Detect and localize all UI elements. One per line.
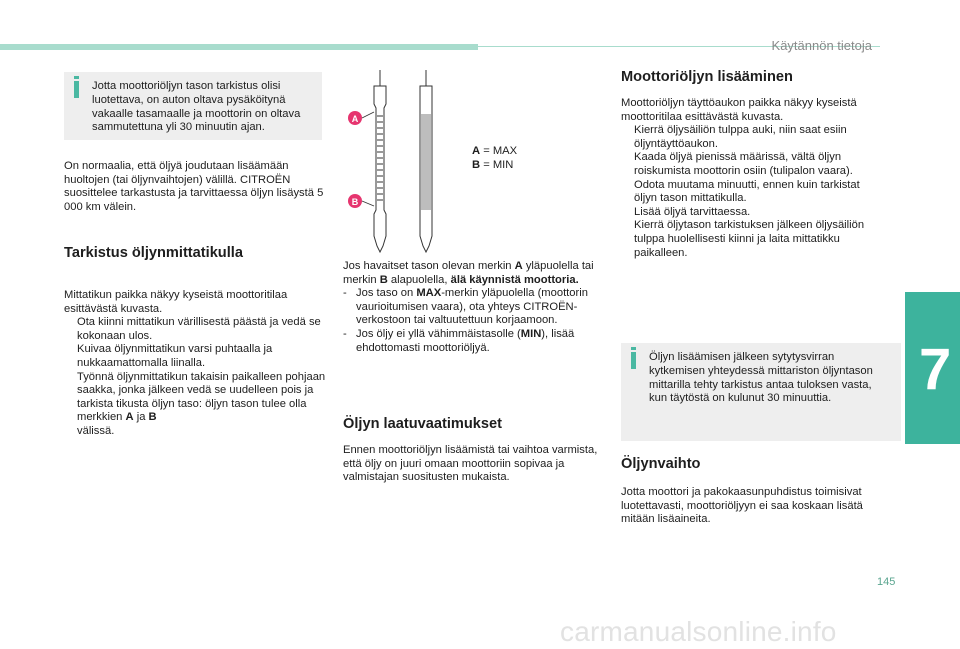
list-item bbox=[64, 343, 326, 370]
info-text: Jotta moottoriöljyn tason tarkistus olisi luotettava, on auton oltava pysäköitynä vakaalle tasamaalle ja moottorin on oltava sammutettuna yli 30 minuutin ajan. bbox=[92, 80, 301, 134]
legend-a-key: A bbox=[472, 145, 481, 157]
list-item-text: Kierrä öljysäiliön tulppa auki, niin saat esiin öljyntäyttöaukon. bbox=[634, 124, 847, 150]
info-box-after-adding bbox=[621, 343, 901, 441]
legend-b bbox=[472, 159, 517, 173]
list-item-text: Lisää öljyä tarvittaessa. bbox=[634, 205, 751, 218]
list-item-text: Ota kiinni mittatikun värillisestä päästä ja vedä se kokonaan ulos. bbox=[77, 316, 321, 342]
list-item-text-end: välissä. bbox=[77, 424, 115, 437]
marker-b-leader bbox=[362, 201, 374, 206]
list-item-text: Kierrä öljytason tarkistuksen jälkeen öljysäiliön tulppa huolellisesti kiinni ja laita mittatikku paikalleen. bbox=[634, 219, 865, 259]
list-item bbox=[64, 371, 326, 439]
oil-change-text: Jotta moottori ja pakokaasunpuhdistus toimisivat luotettavasti, moottoriöljyyn ei saa koskaan lisätä mitään lisäaineita. bbox=[621, 486, 863, 526]
adding-oil-para: Moottoriöljyn täyttöaukon paikka näkyy kyseistä moottoritilaa esittävästä kuvasta. bbox=[621, 97, 857, 123]
dipstick-steps bbox=[64, 316, 326, 438]
level-warning-para: Jos havaitset tason olevan merkin A yläpuolella tai merkin B alapuolella, älä käynnistä moottoria. bbox=[343, 260, 594, 286]
legend-a-value: = MAX bbox=[480, 145, 518, 157]
adding-oil-section bbox=[621, 97, 883, 260]
info-box-check-conditions bbox=[64, 72, 322, 140]
list-item: - Jos taso on MAX-merkin yläpuolella (moottorin vaurioitumisen vaara), ota yhteys CITROËN-verkostoon tai valtuutettuun korjaamoon. bbox=[343, 287, 588, 327]
oil-quality-paragraph bbox=[343, 444, 605, 485]
level-warning-list bbox=[343, 287, 605, 355]
level-warning-section bbox=[343, 260, 605, 355]
dipstick2-oil-level bbox=[421, 114, 431, 210]
list-item-text: Odota muutama minuutti, ennen kuin tarkistat öljyn tason mittatikulla. bbox=[634, 178, 860, 205]
info-icon-bar bbox=[74, 81, 79, 98]
mark-b: B bbox=[148, 411, 157, 424]
info-icon-bar bbox=[631, 352, 636, 369]
mark-a: A bbox=[125, 411, 134, 424]
heading-oil-change: Öljynvaihto bbox=[621, 456, 701, 472]
list-item-text-join: ja bbox=[133, 411, 149, 424]
dash-marker: - bbox=[343, 287, 347, 300]
marker-a-leader bbox=[362, 112, 374, 118]
list-item bbox=[621, 179, 883, 206]
info-icon bbox=[631, 347, 636, 350]
list-item bbox=[621, 219, 883, 260]
chapter-tab bbox=[905, 292, 960, 444]
intro-paragraph bbox=[64, 160, 326, 214]
list-item: - Jos öljy ei yllä vähimmäistasolle (MIN), lisää ehdottomasti moottoriöljyä. bbox=[343, 327, 575, 354]
dipstick-legend bbox=[472, 145, 517, 172]
watermark: carmanualsonline.info bbox=[560, 616, 837, 647]
legend-b-value: = MIN bbox=[480, 158, 514, 171]
legend-b-key: B bbox=[472, 158, 481, 171]
legend-a bbox=[472, 145, 517, 159]
list-item bbox=[621, 151, 883, 178]
chapter-number: 7 bbox=[919, 337, 952, 402]
dipstick-para: Mittatikun paikka näkyy kyseistä moottoritilaa esittävästä kuvasta. bbox=[64, 289, 288, 315]
info-text: Öljyn lisäämisen jälkeen sytytysvirran kytkemisen yhteydessä mittariston öljyntason mittarilla tehty tarkistus antaa tuloksen vasta, kun täytöstä on kulunut 30 minuuttia. bbox=[649, 351, 873, 405]
list-item-text: Kuivaa öljynmittatikun varsi puhtaalla ja nukkaamattomalla liinalla. bbox=[77, 343, 273, 369]
intro-text: On normaalia, että öljyä joudutaan lisäämään huoltojen (tai öljynvaihtojen) välillä. CITROËN suosittelee tarkastusta ja tarvittaessa öljyn lisäystä 5 000 km välein. bbox=[64, 160, 324, 213]
list-item-text: Kaada öljyä pienissä määrissä, vältä öljyn roiskumista moottorin osiin (tulipalon vaara). bbox=[634, 151, 853, 177]
list-item bbox=[621, 124, 883, 151]
oil-change-paragraph bbox=[621, 486, 883, 527]
info-icon bbox=[74, 76, 79, 79]
marker-b-label: B bbox=[351, 197, 359, 207]
dash-marker: - bbox=[343, 327, 347, 340]
list-item bbox=[64, 316, 326, 343]
adding-oil-steps bbox=[621, 124, 883, 260]
section-title: Käytännön tietoja bbox=[771, 38, 872, 53]
dipstick-body bbox=[374, 86, 386, 252]
page-number: 145 bbox=[877, 576, 896, 588]
heading-adding-oil: Moottoriöljyn lisääminen bbox=[621, 69, 793, 85]
marker-a-label: A bbox=[351, 114, 359, 124]
dipstick-illustration bbox=[340, 68, 470, 258]
header-accent-bar bbox=[0, 44, 478, 50]
list-item-text: Työnnä öljynmittatikun takaisin paikalleen pohjaan saakka, jonka jälkeen vedä se uudelleen pois ja tarkista tikusta öljyn taso: öljyn tason tulee olla merkkien bbox=[77, 370, 326, 424]
heading-dipstick-check: Tarkistus öljynmittatikulla bbox=[64, 245, 243, 261]
oil-quality-text: Ennen moottoriöljyn lisäämistä tai vaihtoa varmista, että öljy on juuri omaan moottoriin sopivaa ja valmistajan suositusten mukaista. bbox=[343, 444, 598, 484]
heading-oil-quality: Öljyn laatuvaatimukset bbox=[343, 416, 502, 432]
dipstick-section bbox=[64, 289, 326, 439]
list-item bbox=[621, 206, 883, 220]
